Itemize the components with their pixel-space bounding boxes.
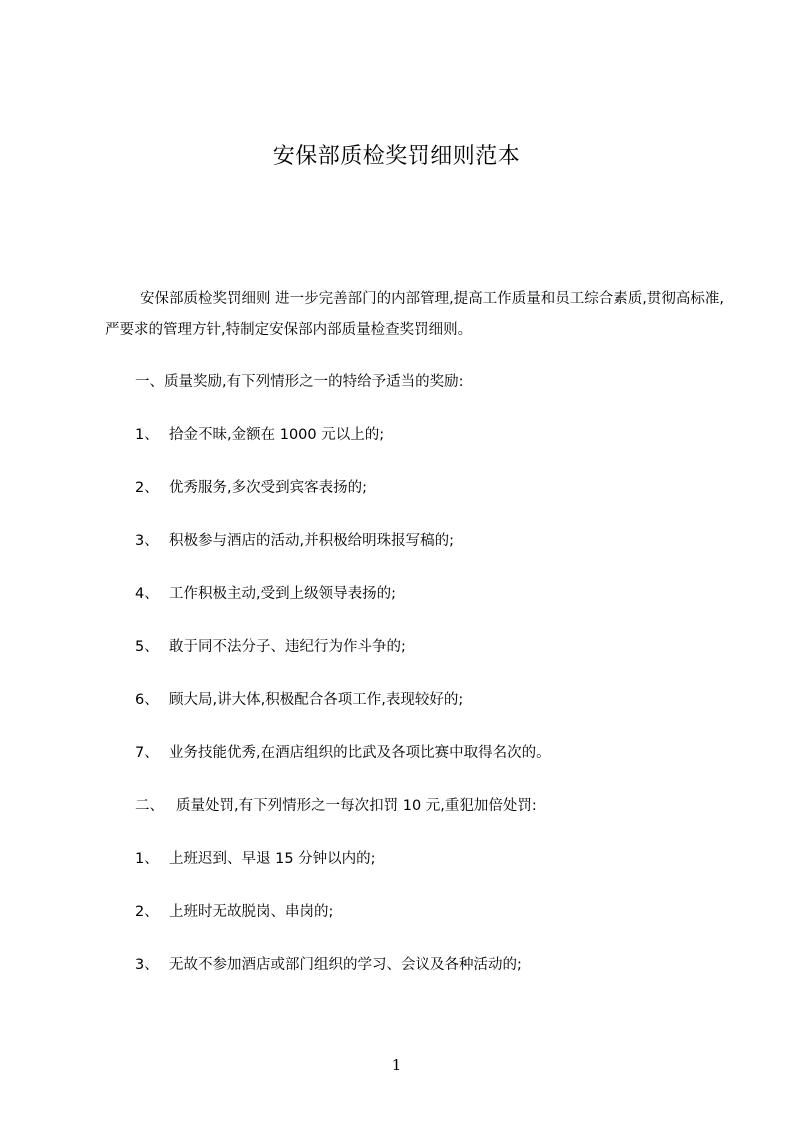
item-number: 6、 (135, 692, 159, 708)
item-text: 拾金不昧,金额在 1000 元以上的; (169, 427, 385, 443)
list-item (135, 743, 551, 763)
item-text: 无故不参加酒店或部门组织的学习、会议及各种活动的; (169, 957, 522, 973)
section1-heading: 一、质量奖励,有下列情形之一的特给予适当的奖励: (135, 374, 464, 390)
item-number: 2、 (135, 480, 159, 496)
item-text: 业务技能优秀,在酒店组织的比武及各项比赛中取得名次的。 (169, 745, 551, 761)
item-text: 上班迟到、早退 15 分钟以内的; (169, 851, 376, 867)
document-title: 安保部质检奖罚细则范本 (272, 144, 521, 169)
item-text: 顾大局,讲大体,积极配合各项工作,表现较好的; (169, 692, 464, 708)
item-number: 3、 (135, 957, 159, 973)
item-text: 优秀服务,多次受到宾客表扬的; (169, 480, 367, 496)
list-item (135, 478, 367, 498)
list-item (135, 955, 522, 975)
item-number: 2、 (135, 904, 159, 920)
item-text: 工作积极主动,受到上级领导表扬的; (169, 586, 396, 602)
list-item (135, 849, 376, 869)
section2-heading (135, 796, 537, 816)
section2-number: 二、 (135, 798, 164, 814)
item-number: 1、 (135, 851, 159, 867)
list-item (135, 637, 406, 657)
intro-text: 安保部质检奖罚细则 进一步完善部门的内部管理,提高工作质量和员工综合素质,贯彻高标准,严要求的管理方针,特制定安保部内部质量检查奖罚细则。 (105, 291, 724, 338)
item-text: 敢于同不法分子、违纪行为作斗争的; (169, 639, 406, 655)
page-number: 1 (391, 1056, 402, 1074)
item-number: 3、 (135, 533, 159, 549)
item-number: 7、 (135, 745, 159, 761)
item-text: 上班时无故脱岗、串岗的; (169, 904, 334, 920)
item-number: 4、 (135, 586, 159, 602)
section2-heading-text: 质量处罚,有下列情形之一每次扣罚 10 元,重犯加倍处罚: (176, 798, 537, 814)
list-item (135, 902, 333, 922)
list-item (135, 425, 384, 445)
list-item (135, 584, 396, 604)
intro-paragraph (105, 284, 725, 346)
item-text: 积极参与酒店的活动,并积极给明珠报写稿的; (169, 533, 454, 549)
item-number: 1、 (135, 427, 159, 443)
list-item (135, 690, 463, 710)
list-item (135, 531, 454, 551)
item-number: 5、 (135, 639, 159, 655)
